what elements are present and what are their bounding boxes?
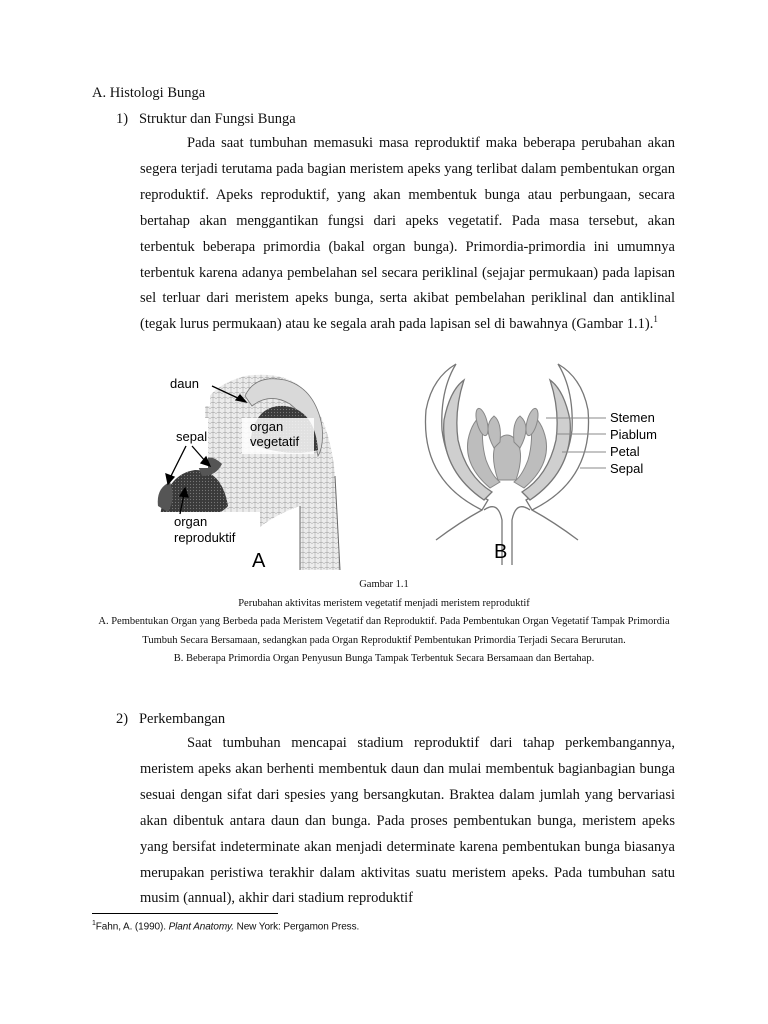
label-daun: daun (170, 376, 199, 391)
figure-caption (92, 576, 676, 669)
caption-line-1: Perubahan aktivitas meristem vegetatif menjadi meristem reproduktif (238, 597, 530, 609)
footnote-divider (92, 913, 278, 914)
paragraph-perkembangan-text: Saat tumbuhan mencapai stadium reproduktif dari tahap perkembangannya, meristem apeks akan berhenti membentuk daun dan mulai membentuk bagianbagian bunga sesuai dengan sifat dari spesies yang bersangkutan. Braktea dalam jumlah yang bervariasi akan dibentuk antara daun dan bunga. Pada proses pembentukan bunga, meristem apeks yang bersifat indeterminate akan menjadi determinate karena pembentukan bunga biasanya merupakan peristiwa terakhir dalam aktivitas suatu meristem apeks. Pada tumbuhan satu musim (annual), akhir dari stadium reproduktif (140, 735, 675, 907)
legend-piablum: Piablum (610, 427, 657, 442)
figure-panel-b (410, 360, 678, 570)
label-organ-reproduktif-2: reproduktif (174, 530, 236, 545)
footnote-reference[interactable]: 1 (653, 314, 658, 325)
subsection-heading-perkembangan: 2) Perkembangan (116, 711, 226, 727)
label-organ-reproduktif-1: organ (174, 514, 208, 529)
paragraph-struktur (140, 131, 675, 338)
caption-title: Gambar 1.1 (359, 579, 409, 590)
footnote-number: 1 (92, 920, 96, 927)
footnote-book-title: Plant Anatomy. (168, 921, 234, 933)
legend-stemen: Stemen (610, 410, 655, 425)
label-organ-vegetatif-2: vegetatif (250, 434, 300, 449)
panel-label-b: B (494, 541, 508, 563)
footnote-authors: Fahn, A. (1990). (95, 921, 169, 933)
paragraph-struktur-text: Pada saat tumbuhan memasuki masa reproduktif maka beberapa perubahan akan segera terjadi terutama pada bagian meristem apeks yang terlibat dalam pembentukan organ reproduktif. Apeks reproduktif, yang akan membentuk bunga atau perbungaan, secara bertahap akan menggantikan fungsi dari apeks vegetatif. Pada masa tersebut, akan terbentuk beberapa primordia (bakal organ bunga). Primordia-primordia ini umumnya terbentuk karena adanya pembelahan sel secara periklinal (sejajar permukaan) pada lapisan sel terluar dari meristem apeks bunga, serta akibat pembelahan periklinal dan antiklinal (tegak lurus permukaan) atau ke segala arah pada lapisan sel di bawahnya (Gambar 1.1). (140, 135, 675, 333)
figure-panel-a (150, 366, 390, 570)
subsection-heading-struktur: 1) Struktur dan Fungsi Bunga (116, 111, 296, 127)
section-heading: A. Histologi Bunga (92, 85, 206, 101)
footnote-publisher: New York: Pergamon Press. (233, 921, 360, 933)
legend-petal: Petal (610, 444, 640, 459)
paragraph-perkembangan (140, 731, 675, 912)
footnote (92, 920, 359, 932)
label-organ-vegetatif-1: organ (250, 419, 284, 434)
caption-line-2: A. Pembentukan Organ yang Berbeda pada Meristem Vegetatif dan Reproduktif. Pada Pembentukan Organ Vegetatif Tampak Primordia Tumbuh Secara Bersamaan, sedangkan pada Organ Reproduktif Pembentukan Primordia Terjadi Secara Berurutan. (98, 616, 670, 646)
legend-sepal: Sepal (610, 461, 644, 476)
caption-line-3: B. Beberapa Primordia Organ Penyusun Bunga Tampak Terbentuk Secara Bersamaan dan Bertahap. (173, 653, 595, 664)
label-sepal: sepal (176, 429, 208, 444)
panel-label-a: A (252, 550, 266, 570)
